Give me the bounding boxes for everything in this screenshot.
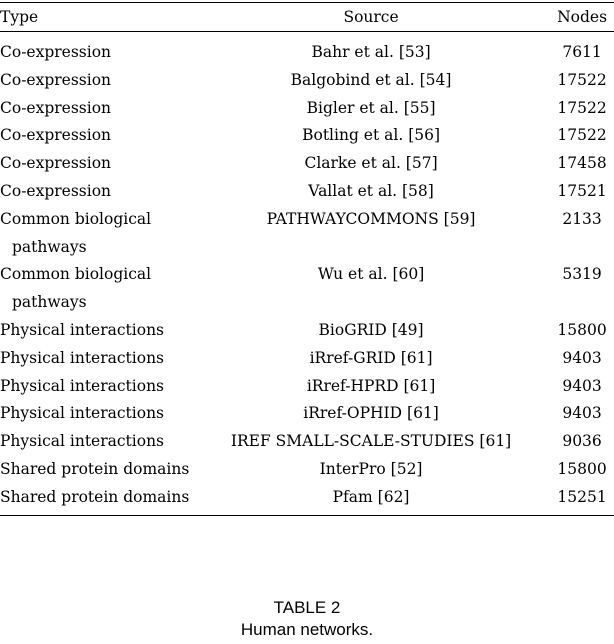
cell-nodes	[550, 67, 614, 95]
table-caption-text: Human networks.	[240, 620, 374, 639]
cell-nodes-text: 17522	[557, 126, 607, 145]
header-nodes: Nodes	[557, 8, 608, 26]
cell-type	[0, 317, 192, 345]
cell-type	[0, 178, 192, 206]
cell-type	[0, 400, 192, 428]
cell-source	[192, 122, 550, 150]
cell-source-text: Bahr et al. [53]	[311, 43, 431, 61]
cell-source	[192, 32, 550, 67]
table-row	[0, 150, 614, 178]
cell-nodes-text: 5319	[562, 265, 602, 284]
table-row	[0, 67, 614, 95]
cell-type-text: Common biological pathways	[0, 209, 152, 256]
table-header-row	[0, 3, 614, 32]
cell-type	[0, 150, 192, 178]
cell-nodes	[550, 178, 614, 206]
cell-nodes	[550, 373, 614, 401]
cell-type	[0, 456, 192, 484]
cell-source-text: Balgobind et al. [54]	[290, 70, 452, 89]
cell-type	[0, 67, 192, 95]
cell-type	[0, 32, 192, 67]
cell-source	[192, 206, 550, 262]
cell-nodes	[550, 428, 614, 456]
cell-type	[0, 373, 192, 401]
cell-nodes	[550, 206, 614, 262]
table-row	[0, 178, 614, 206]
cell-nodes-text: 7611	[562, 43, 602, 61]
cell-source-text: Wu et al. [60]	[317, 265, 425, 284]
cell-source	[192, 178, 550, 206]
cell-source	[192, 150, 550, 178]
cell-type	[0, 95, 192, 123]
cell-source-text: iRref-HPRD [61]	[306, 376, 436, 395]
cell-type-text: Co-expression	[0, 43, 112, 61]
cell-source-text: Vallat et al. [58]	[308, 181, 434, 200]
table-row	[0, 400, 614, 428]
cell-source	[192, 400, 550, 428]
cell-source-text: BioGRID [49]	[318, 320, 424, 339]
cell-source	[192, 317, 550, 345]
cell-nodes	[550, 400, 614, 428]
cell-nodes	[550, 150, 614, 178]
cell-type-text: Physical interactions	[0, 348, 165, 367]
cell-source	[192, 428, 550, 456]
cell-type-text: Co-expression	[0, 98, 112, 117]
cell-type-text: Physical interactions	[0, 320, 165, 339]
cell-nodes-text: 9403	[562, 348, 602, 367]
cell-type	[0, 261, 192, 317]
table-row	[0, 261, 614, 317]
cell-source	[192, 67, 550, 95]
table-body	[0, 32, 614, 516]
cell-type-text: Co-expression	[0, 126, 112, 145]
table-caption-label: TABLE 2	[273, 598, 341, 617]
cell-nodes-text: 15800	[557, 320, 607, 339]
cell-nodes-text: 17522	[557, 98, 607, 117]
cell-source-text: IREF SMALL-SCALE-STUDIES [61]	[230, 432, 512, 451]
cell-source-text: PATHWAYCOMMONS [59]	[266, 209, 476, 228]
cell-type-text: Co-expression	[0, 70, 112, 89]
cell-source-text: InterPro [52]	[319, 459, 423, 478]
table-row	[0, 206, 614, 262]
cell-source-text: Pfam [62]	[332, 487, 410, 506]
human-networks-table	[0, 2, 614, 516]
cell-type-text: Shared protein domains	[0, 487, 190, 506]
cell-source	[192, 95, 550, 123]
table-row	[0, 345, 614, 373]
cell-nodes	[550, 484, 614, 515]
table-row	[0, 95, 614, 123]
cell-nodes-text: 15251	[557, 487, 607, 506]
cell-source-text: Clarke et al. [57]	[304, 154, 438, 173]
table-row	[0, 428, 614, 456]
cell-source	[192, 456, 550, 484]
cell-source-text: Botling et al. [56]	[302, 126, 441, 145]
cell-type	[0, 345, 192, 373]
table-row	[0, 122, 614, 150]
cell-type	[0, 428, 192, 456]
cell-type-text: Common biological pathways	[0, 265, 152, 312]
table-row	[0, 456, 614, 484]
cell-type-text: Co-expression	[0, 154, 112, 173]
cell-nodes	[550, 317, 614, 345]
header-type: Type	[0, 8, 39, 26]
cell-type-text: Shared protein domains	[0, 459, 190, 478]
cell-nodes-text: 2133	[562, 209, 602, 228]
cell-nodes-text: 17521	[557, 181, 607, 200]
cell-nodes	[550, 95, 614, 123]
cell-nodes-text: 9036	[562, 432, 602, 451]
cell-source	[192, 261, 550, 317]
table-row	[0, 373, 614, 401]
cell-source	[192, 484, 550, 515]
cell-nodes-text: 9403	[562, 376, 602, 395]
cell-source-text: iRref-OPHID [61]	[303, 404, 439, 423]
cell-type-text: Physical interactions	[0, 404, 165, 423]
table-row	[0, 317, 614, 345]
header-source: Source	[343, 8, 399, 26]
cell-source-text: Bigler et al. [55]	[306, 98, 436, 117]
cell-nodes	[550, 345, 614, 373]
table-row	[0, 484, 614, 515]
cell-type-text: Co-expression	[0, 181, 112, 200]
cell-source	[192, 345, 550, 373]
cell-type-text: Physical interactions	[0, 432, 165, 451]
cell-source	[192, 373, 550, 401]
cell-nodes-text: 9403	[562, 404, 602, 423]
cell-nodes	[550, 32, 614, 67]
cell-nodes-text: 15800	[557, 459, 607, 478]
cell-type-text: Physical interactions	[0, 376, 165, 395]
cell-type	[0, 122, 192, 150]
cell-nodes	[550, 122, 614, 150]
cell-nodes	[550, 456, 614, 484]
cell-type	[0, 484, 192, 515]
cell-source-text: iRref-GRID [61]	[309, 348, 433, 367]
table-row	[0, 32, 614, 67]
cell-nodes	[550, 261, 614, 317]
cell-nodes-text: 17522	[557, 70, 607, 89]
cell-nodes-text: 17458	[557, 154, 607, 173]
cell-type	[0, 206, 192, 262]
